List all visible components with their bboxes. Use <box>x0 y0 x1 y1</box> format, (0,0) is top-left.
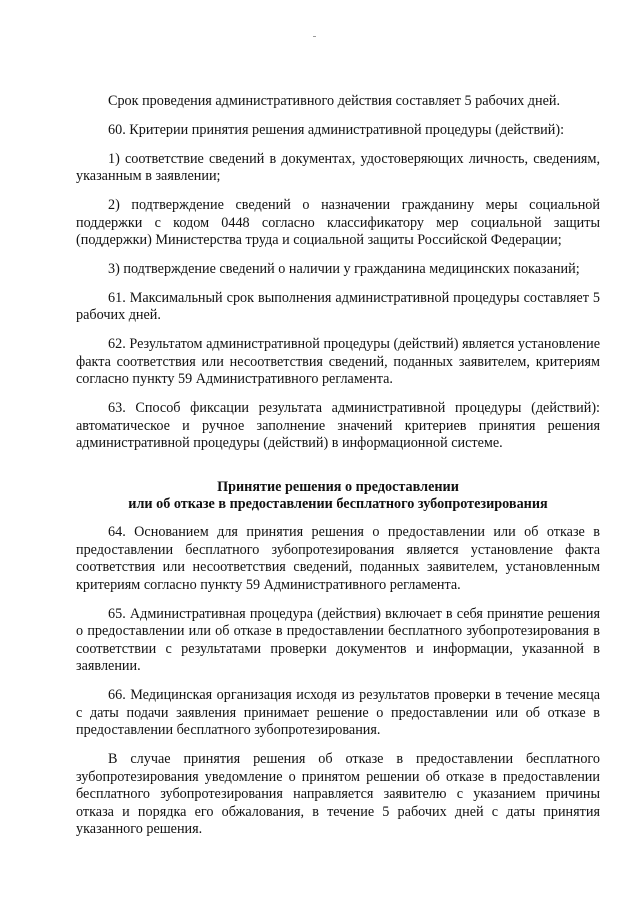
section-heading <box>76 479 600 514</box>
section-heading-line-2: или об отказе в предоставлении бесплатного зубопротезирования <box>128 496 548 513</box>
criteria-item-1: 1) соответствие сведений в документах, удостоверяющих личность, сведениям, указанным в заявлении; <box>76 150 600 185</box>
paragraph-66: 66. Медицинская организация исходя из результатов проверки в течение месяца с даты подачи заявления принимает решение о предоставлении или об отказе в предоставлении бесплатного зубопротезирования. <box>76 687 600 739</box>
paragraph-60: 60. Критерии принятия решения административной процедуры (действий): <box>108 121 565 138</box>
paragraph-65: 65. Административная процедура (действия) включает в себя принятие решения о предоставлении или об отказе в предоставлении бесплатного зубопротезирования в соответствии с результатами проверки документов и информации, указанной в заявлении. <box>76 605 600 675</box>
paragraph-64: 64. Основанием для принятия решения о предоставлении или об отказе в предоставлении бесплатного зубопротезирования является установление факта соответствия или несоответствия сведений, поданных заявителем, установленным критериям согласно пункту 59 Административного регламента. <box>76 524 600 593</box>
paragraph-63: 63. Способ фиксации результата административной процедуры (действий): автоматическое и ручное заполнение значений критериев принятия решения административной процедуры (действий) в информационной системе. <box>76 400 600 452</box>
section-heading-line-1: Принятие решения о предоставлении <box>217 478 459 495</box>
criteria-item-3: 3) подтверждение сведений о наличии у гражданина медицинских показаний; <box>108 260 580 277</box>
paragraph-refusal-notice: В случае принятия решения об отказе в предоставлении бесплатного зубопротезирования уведомление о принятом решении об отказе в предоставлении бесплатного зубопротезирования направляется заявителю с указанием причины отказа и порядка его обжалования, в течение 5 рабочих дней с даты принятия указанного решения. <box>76 751 600 838</box>
paragraph-61: 61. Максимальный срок выполнения административной процедуры составляет 5 рабочих дней. <box>76 289 600 324</box>
paragraph-62: 62. Результатом административной процедуры (действий) является установление факта соответствия или несоответствия сведений, поданных заявителем, критериям согласно пункту 59 Административного регламента. <box>76 336 600 388</box>
document-body <box>76 93 600 850</box>
criteria-item-2: 2) подтверждение сведений о назначении гражданину меры социальной поддержки с кодом 0448 согласно классификатору мер социальной защиты (поддержки) Министерства труда и социальной защиты Российской Федерации; <box>76 196 600 249</box>
page-mark <box>313 36 316 37</box>
paragraph-duration: Срок проведения административного действия составляет 5 рабочих дней. <box>108 93 561 109</box>
